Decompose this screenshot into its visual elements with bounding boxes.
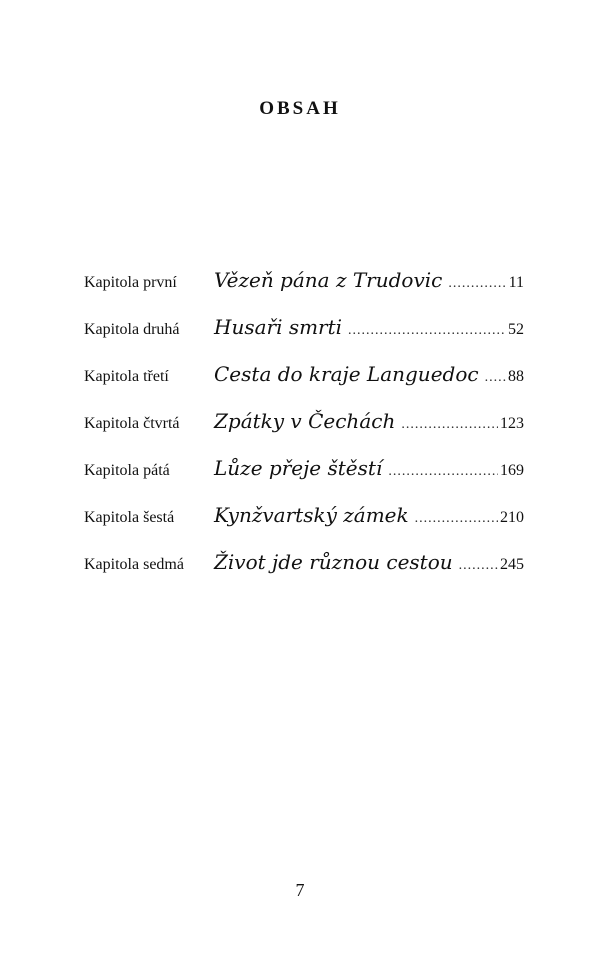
chapter-page-number: 123 — [500, 415, 524, 432]
chapter-label: Kapitola pátá — [84, 462, 170, 479]
chapter-label: Kapitola čtvrtá — [84, 415, 180, 432]
dot-leader — [415, 511, 498, 527]
dot-leader — [401, 417, 498, 433]
page-title: OBSAH — [259, 98, 341, 119]
chapter-title: Husaři smrti — [214, 315, 343, 339]
toc-entry — [84, 315, 524, 362]
chapter-page-number: 210 — [500, 509, 524, 526]
page-number: 7 — [295, 880, 305, 900]
dot-leader — [348, 323, 506, 339]
chapter-label: Kapitola třetí — [84, 368, 169, 385]
toc-entry — [84, 268, 524, 315]
dot-leader — [388, 464, 498, 480]
chapter-label: Kapitola sedmá — [84, 556, 184, 573]
chapter-title: Zpátky v Čechách — [214, 409, 396, 433]
chapter-title: Lůze přeje štěstí — [214, 456, 383, 480]
dot-leader — [448, 276, 506, 292]
toc-entry — [84, 362, 524, 409]
dot-leader — [459, 558, 498, 574]
toc-entry — [84, 409, 524, 456]
chapter-label: Kapitola druhá — [84, 321, 180, 338]
toc-entry — [84, 503, 524, 550]
chapter-page-number: 52 — [508, 321, 524, 338]
chapter-page-number: 245 — [500, 556, 524, 573]
dot-leader — [485, 370, 506, 386]
chapter-title: Kynžvartský zámek — [214, 503, 409, 527]
chapter-label: Kapitola první — [84, 274, 177, 291]
chapter-page-number: 88 — [508, 368, 524, 385]
table-of-contents — [84, 268, 524, 597]
chapter-title: Život jde různou cestou — [214, 550, 453, 574]
chapter-page-number: 11 — [508, 274, 524, 291]
chapter-title: Vězeň pána z Trudovic — [214, 268, 443, 292]
toc-entry — [84, 550, 524, 597]
chapter-title: Cesta do kraje Languedoc — [214, 362, 479, 386]
toc-entry — [84, 456, 524, 503]
chapter-page-number: 169 — [500, 462, 524, 479]
chapter-label: Kapitola šestá — [84, 509, 175, 526]
